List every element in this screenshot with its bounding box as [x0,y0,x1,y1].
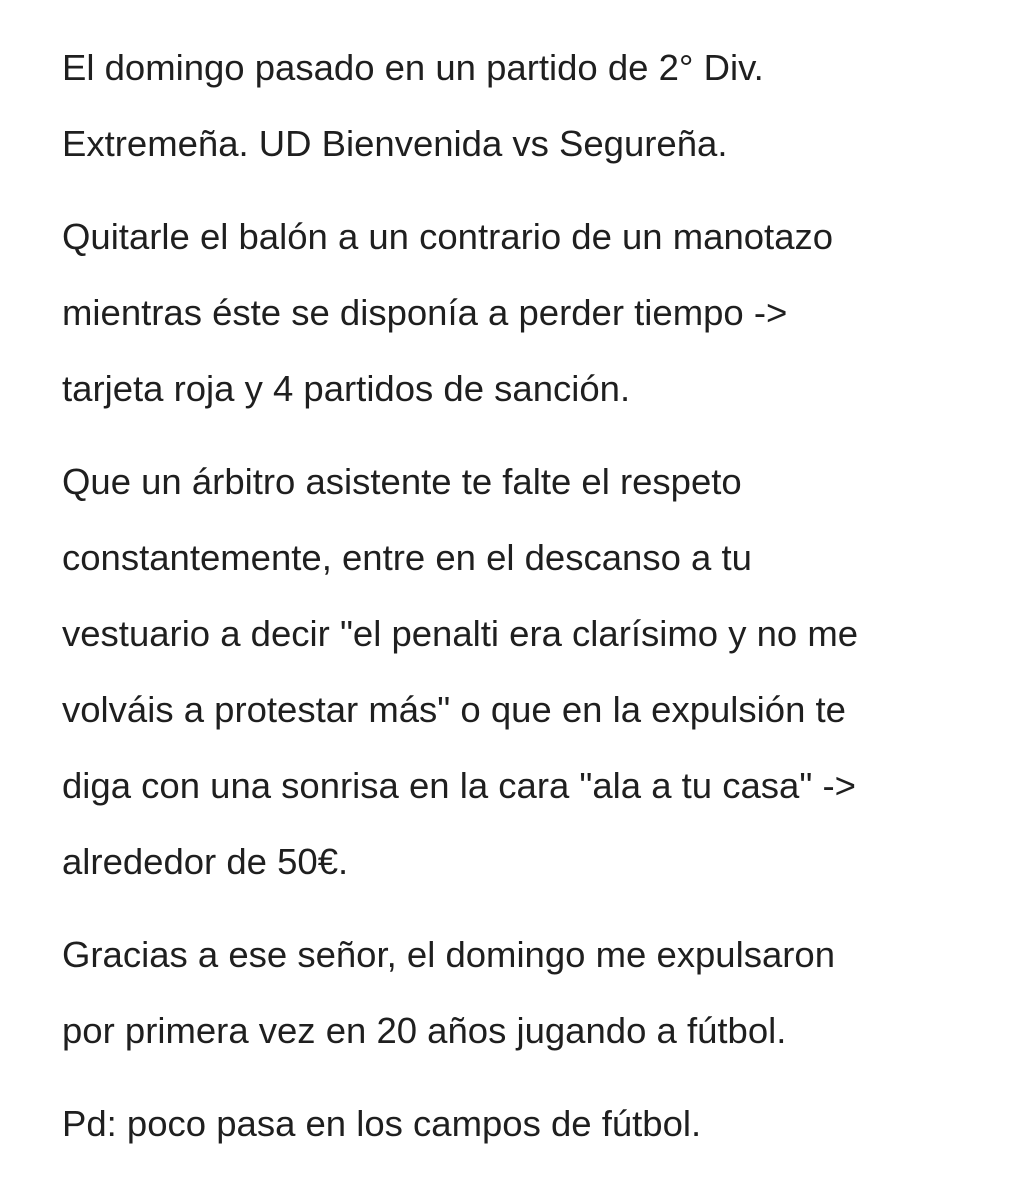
text-line: vestuario a decir "el penalti era clarísimo y no me [62,613,859,654]
text-line: diga con una sonrisa en la cara "ala a tu casa" -> [62,765,856,806]
paragraph-match-info [62,30,982,182]
text-line: mientras éste se disponía a perder tiempo -> [62,292,788,333]
text-line: Quitarle el balón a un contrario de un manotazo [62,216,834,257]
text-line: Extremeña. UD Bienvenida vs Segureña. [62,123,728,164]
text-line: Pd: poco pasa en los campos de fútbol. [62,1103,702,1144]
text-line: tarjeta roja y 4 partidos de sanción. [62,368,631,409]
paragraph-first-expulsion [62,917,982,1069]
post-text [62,30,982,1179]
text-line: El domingo pasado en un partido de 2° Div. [62,47,764,88]
text-line: Gracias a ese señor, el domingo me expulsaron [62,934,836,975]
text-line: alrededor de 50€. [62,841,349,882]
text-line: por primera vez en 20 años jugando a fútbol. [62,1010,787,1051]
text-line: constantemente, entre en el descanso a tu [62,537,752,578]
paragraph-red-card [62,199,982,427]
paragraph-referee-fine [62,444,982,900]
text-line: volváis a protestar más" o que en la expulsión te [62,689,846,730]
paragraph-postscript [62,1086,982,1162]
text-line: Que un árbitro asistente te falte el respeto [62,461,742,502]
